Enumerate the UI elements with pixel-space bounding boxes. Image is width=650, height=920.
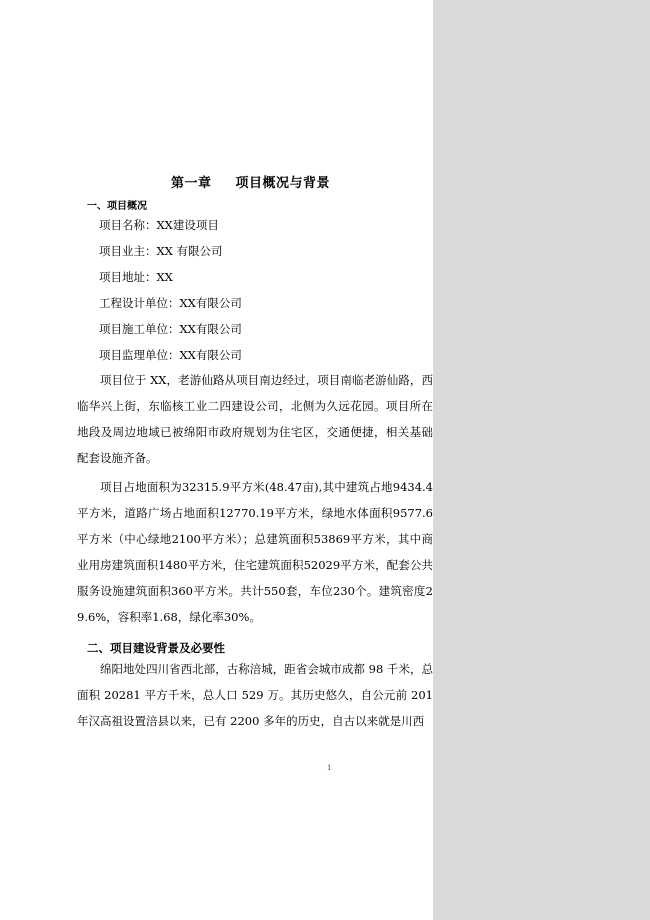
info-project-address: 项目地址：XX <box>99 270 173 284</box>
info-supervision-unit: 项目监理单位：XX有限公司 <box>99 348 242 362</box>
section-heading-overview: 一、项目概况 <box>87 201 147 212</box>
chapter-number: 第一章 <box>171 176 212 191</box>
comment-pane <box>433 0 650 920</box>
info-project-owner: 项目业主：XX 有限公司 <box>99 244 223 258</box>
info-project-name: 项目名称：XX建设项目 <box>99 218 219 232</box>
paragraph-location: 项目位于 XX，老游仙路从项目南边经过，项目南临老游仙路，西临华兴上街，东临核工业二四建设公司，北侧为久远花园。项目所在地段及周边地域已被绵阳市政府规划为住宅区，交通便捷，相关基础配套设施齐备。 <box>77 373 433 465</box>
info-construction-unit: 项目施工单位：XX有限公司 <box>99 322 242 336</box>
page-number: 1 <box>327 764 332 772</box>
section-heading-background: 二、项目建设背景及必要性 <box>87 641 225 655</box>
chapter-title <box>171 172 330 191</box>
paragraph-area-stats: 项目占地面积为32315.9平方米(48.47亩),其中建筑占地9434.4平方米，道路广场占地面积12770.19平方米，绿地水体面积9577.6平方米（中心绿地2100平方米）；总建筑面积53869平方米，其中商业用房建筑面积1480平方米，住宅建筑面积52029平方米，配套公共服务设施建筑面积360平方米。共计550套，车位230个。建筑密度29.6%，容积率1.68，绿化率30%。 <box>77 480 433 624</box>
info-design-unit: 工程设计单位：XX有限公司 <box>99 296 242 310</box>
paragraph-background: 绵阳地处四川省西北部，古称涪城，距省会城市成都 98 千米，总面积 20281 平方千米，总人口 529 万。其历史悠久，自公元前 201 年汉高祖设置涪县以来，已有 2200 多年的历史，自古以来就是川西 <box>77 662 433 728</box>
chapter-subtitle: 项目概况与背景 <box>235 176 331 191</box>
